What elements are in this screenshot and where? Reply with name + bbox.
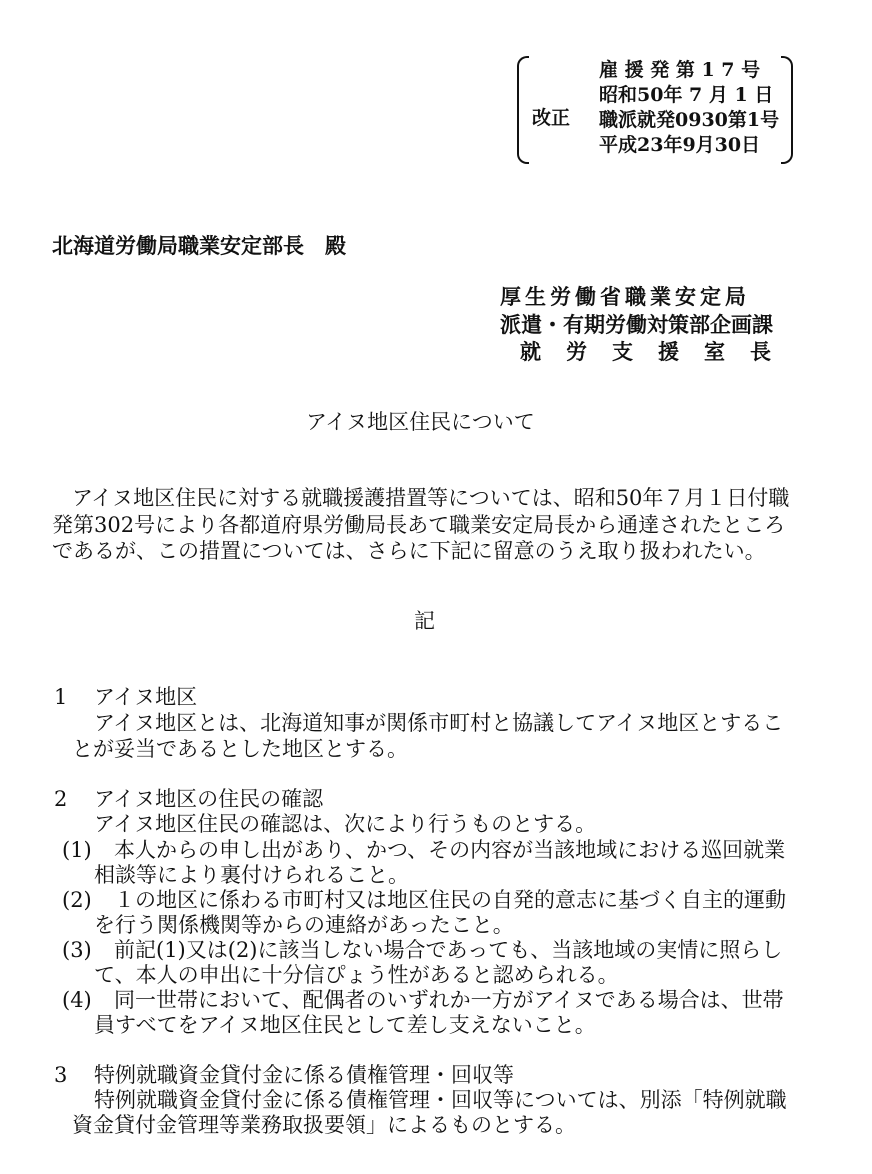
item-line: １の地区に係わる市町村又は地区住民の自発的意志に基づく自主的運動: [114, 888, 786, 912]
item-number: (2): [62, 888, 92, 912]
ki-heading: 記: [414, 609, 435, 633]
section-3-body-line: 特例就職資金貸付金に係る債権管理・回収等については、別添「特例就職: [94, 1088, 787, 1112]
section-2-heading: アイヌ地区の住民の確認: [94, 787, 324, 811]
section-3-heading: 特例就職資金貸付金に係る債権管理・回収等: [94, 1063, 514, 1087]
item-line: 相談等により裏付けられること。: [94, 863, 409, 887]
sender-bureau: 厚生労働省職業安定局: [500, 284, 750, 309]
item-number: (3): [62, 938, 92, 962]
item-line: を行う関係機関等からの連絡があったこと。: [94, 913, 514, 937]
sender-division: 派遣・有期労働対策部企画課: [500, 312, 773, 337]
reference-date-original: 昭和50年 7 月 1 日: [599, 84, 774, 106]
section-1-body-line: とが妥当であるとした地区とする。: [72, 737, 408, 761]
section-1-body-line: アイヌ地区とは、北海道知事が関係市町村と協議してアイヌ地区とするこ: [94, 711, 784, 735]
intro-line: アイヌ地区住民に対する就職援護措置等については、昭和50年７月１日付職: [72, 486, 790, 510]
item-line: 同一世帯において、配偶者のいずれか一方がアイヌである場合は、世帯: [114, 988, 784, 1012]
item-line: 本人からの申し出があり、かつ、その内容が当該地域における巡回就業: [114, 838, 786, 862]
reference-number-revised: 職派就発0930第1号: [599, 109, 780, 131]
item-number: (1): [62, 838, 92, 862]
section-3-number: 3: [54, 1063, 68, 1087]
document-title: アイヌ地区住民について: [306, 410, 535, 434]
item-line: て、本人の申出に十分信ぴょう性があると認められる。: [94, 963, 619, 987]
addressee: 北海道労働局職業安定部長 殿: [52, 233, 346, 258]
reference-date-revised: 平成23年9月30日: [599, 134, 761, 156]
section-3-body-line: 資金貸付金管理等業務取扱要領」によるものとする。: [72, 1113, 576, 1137]
item-line: 員すべてをアイヌ地区住民として差し支えないこと。: [94, 1013, 596, 1037]
section-2-number: 2: [54, 787, 68, 811]
reference-block: [517, 56, 793, 160]
item-line: 前記(1)又は(2)に該当しない場合であっても、当該地域の実情に照らし: [114, 938, 783, 962]
section-1-heading: アイヌ地区: [94, 685, 198, 709]
reference-number-original: 雇 援 発 第 1 7 号: [599, 59, 761, 81]
section-1-number: 1: [54, 685, 68, 709]
intro-line: 発第302号により各都道府県労働局長あて職業安定局長から通達されたところ: [52, 513, 786, 537]
sender-office-head: 就労支援室長: [520, 339, 796, 364]
left-bracket: [517, 56, 529, 164]
revision-label: 改正: [532, 107, 571, 129]
section-2-lead: アイヌ地区住民の確認は、次により行うものとする。: [94, 812, 597, 836]
item-number: (4): [62, 988, 92, 1012]
intro-line: であるが、この措置については、さらに下記に留意のうえ取り扱われたい。: [52, 539, 766, 563]
right-bracket: [781, 56, 793, 164]
